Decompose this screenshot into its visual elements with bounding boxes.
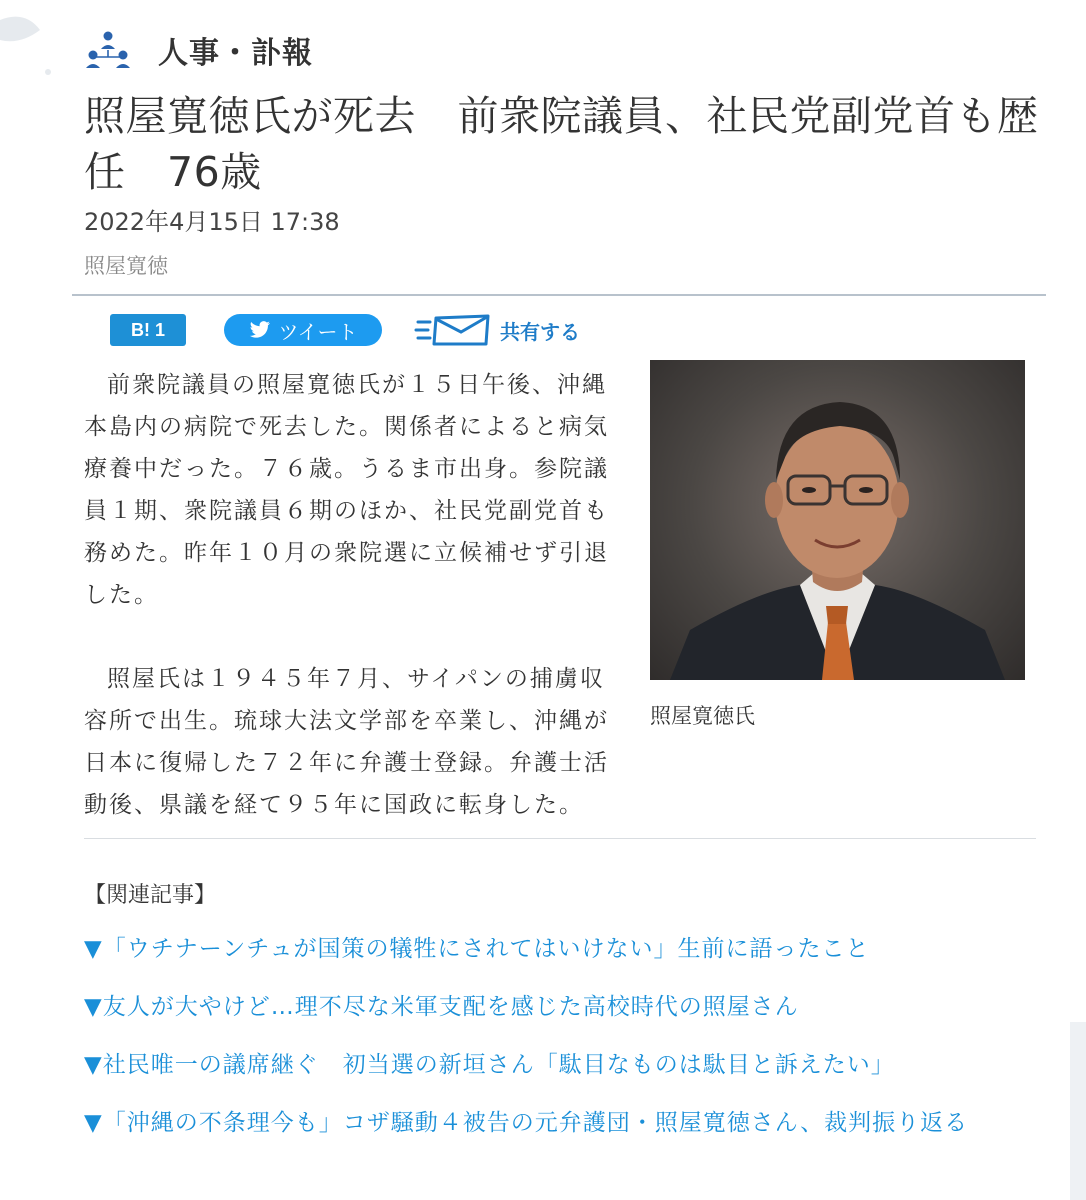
- related-link[interactable]: ▼「ウチナーンチュが国策の犠牲にされてはいけない」生前に語ったこと: [84, 936, 870, 962]
- hatena-bookmark-label: B! 1: [130, 319, 165, 340]
- people-network-icon: [84, 30, 132, 70]
- header-divider: [72, 294, 1046, 296]
- share-bar: [110, 312, 580, 348]
- related-heading: 【関連記事】: [84, 883, 217, 908]
- article-date: 2022年4月15日 17:38: [84, 208, 340, 236]
- mail-share-icon: [414, 312, 494, 348]
- related-link[interactable]: ▼友人が大やけど…理不尽な米軍支配を感じた高校時代の照屋さん: [84, 994, 799, 1020]
- related-item: [84, 930, 1034, 968]
- article-paragraph: 前衆院議員の照屋寛徳氏が１５日午後、沖縄本島内の病院で死去した。関係者によると病気療養中だった。７６歳。うるま市出身。参院議員１期、衆院議員６期のほか、社民党副党首も務めた。昨年１０月の衆院選に立候補せず引退した。: [84, 372, 609, 608]
- related-link[interactable]: ▼「沖縄の不条理今も」コザ騒動４被告の元弁護団・照屋寛徳さん、裁判振り返る: [84, 1110, 969, 1136]
- tweet-button[interactable]: [224, 314, 382, 346]
- category-header[interactable]: [84, 28, 313, 72]
- related-item: [84, 1104, 1034, 1142]
- related-item: [84, 988, 1034, 1026]
- article-headline: 照屋寛徳氏が死去 前衆院議員、社民党副党首も歴任 76歳: [84, 92, 1039, 196]
- corner-decoration: [0, 0, 70, 90]
- scrollbar-track[interactable]: [1070, 1022, 1086, 1200]
- article-paragraph: 照屋氏は１９４５年７月、サイパンの捕虜収容所で出生。琉球大法文学部を卒業し、沖縄が日本に復帰した７２年に弁護士登録。弁護士活動後、県議を経て９５年に国政に転身した。: [84, 666, 609, 818]
- section-divider: [84, 838, 1036, 839]
- related-list: [84, 930, 1034, 1142]
- twitter-bird-icon: [249, 321, 271, 339]
- share-label: 共有する: [500, 319, 580, 344]
- tweet-label: ツイート: [278, 319, 358, 344]
- category-label: 人事・訃報: [158, 36, 313, 71]
- hatena-bookmark-button[interactable]: [110, 314, 186, 346]
- article-tag[interactable]: 照屋寛徳: [84, 254, 168, 278]
- share-button[interactable]: [414, 312, 580, 348]
- photo-caption: 照屋寛徳氏: [650, 704, 755, 728]
- portrait-photo[interactable]: [650, 360, 1025, 680]
- article-body: [84, 364, 614, 826]
- portrait-illustration: [650, 360, 1025, 680]
- related-item: [84, 1046, 1034, 1084]
- related-link[interactable]: ▼社民唯一の議席継ぐ 初当選の新垣さん「駄目なものは駄目と訴えたい」: [84, 1052, 895, 1078]
